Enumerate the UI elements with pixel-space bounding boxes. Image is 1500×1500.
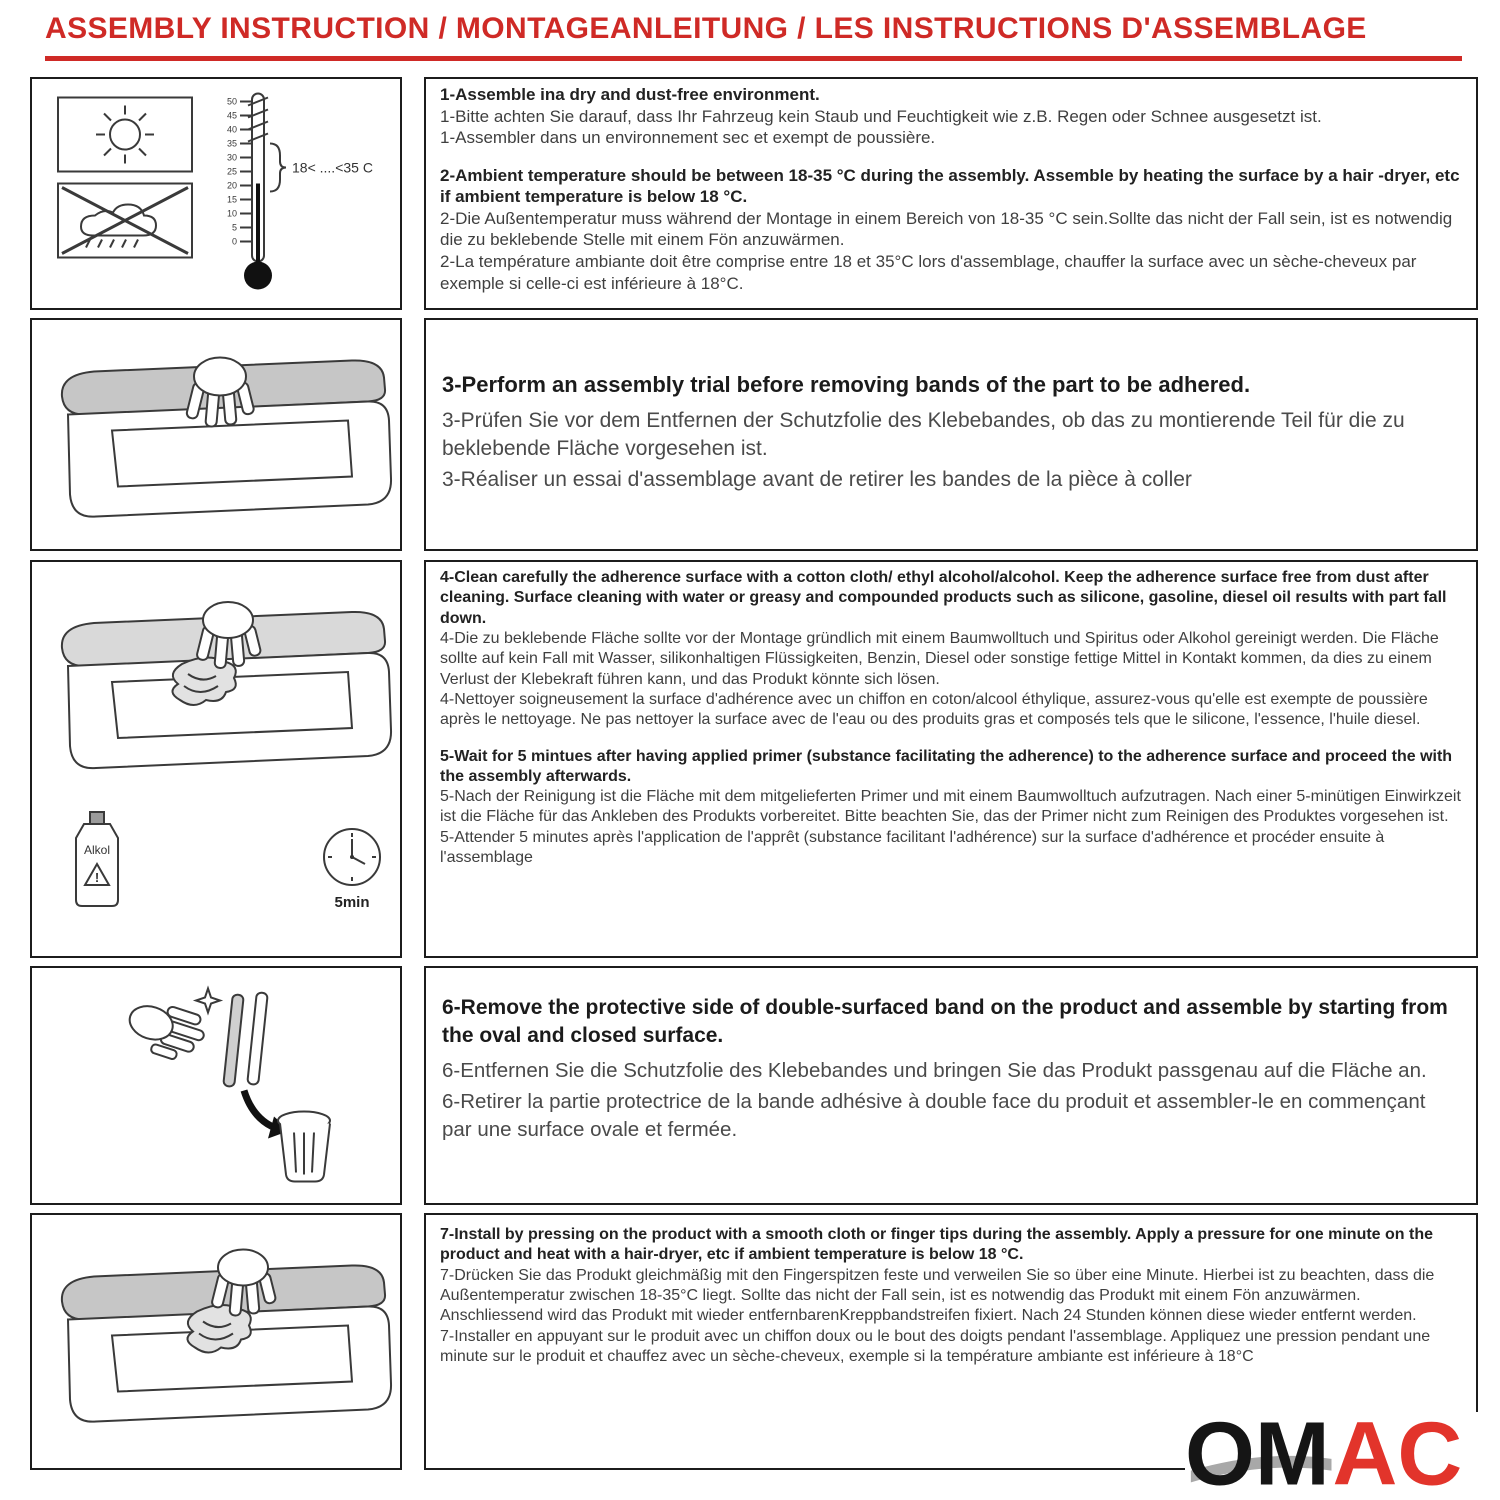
thermometer-tick-label: 45: [226, 110, 237, 121]
temperature-range-label: 18< ....<35 C: [292, 159, 373, 176]
instruction-4-de: 4-Die zu beklebende Fläche sollte vor der Montage gründlich mit einem Baumwolltuch und Spiritus oder Alkohol gereinigt werden. Die Fläche sollte auf kein Fall mit Wasser, silikonhaltigen Flüssigkeiten, Benzin, Diesel oder sonstige fettige Mittel in Kontakt kommen, da dies zu einem Verlust der Klebekraft führen kann, und das Produkt könnte sich lösen.: [440, 629, 1439, 688]
instruction-3-de: 3-Prüfen Sie vor dem Entfernen der Schutzfolie des Klebebandes, ob das zu montierende Teil für die zu beklebende Fläche vorgesehen ist.: [442, 409, 1405, 460]
hand-icon: [122, 995, 210, 1066]
protective-film-strip: [247, 992, 268, 1085]
thermometer-tick-label: 10: [226, 208, 237, 219]
instruction-1-de: 1-Bitte achten Sie darauf, dass Ihr Fahrzeug kein Staub und Feuchtigkeit wie z.B. Regen oder Schnee ausgesetzt ist.: [440, 106, 1322, 126]
section-cleaning-primer: [424, 560, 1478, 958]
instruction-6-de: 6-Entfernen Sie die Schutzfolie des Klebebandes und bringen Sie das Produkt passgenau auf die Fläche an.: [442, 1059, 1427, 1083]
illustration-assembly-trial: [30, 318, 402, 551]
instruction-4-fr: 4-Nettoyer soigneusement la surface d'adhérence avec un chiffon en coton/alcool éthylique, assurez-vous qu'elle est exempte de poussière après le nettoyage. Ne pas nettoyer la surface avec de l'eau ou des produits gras et composés tels que le silicone, l'essence, l'huile diesel.: [440, 690, 1428, 729]
instruction-1-en: 1-Assemble ina dry and dust-free environment.: [440, 85, 820, 104]
thermometer-tick-label: 0: [231, 236, 237, 247]
trash-bin-icon: [278, 1112, 330, 1182]
instruction-3-en: 3-Perform an assembly trial before removing bands of the part to be adhered.: [442, 372, 1251, 397]
logo-text-black: OM: [1185, 1412, 1330, 1496]
illustration-environment-temperature: [30, 77, 402, 310]
clock-icon: [324, 829, 380, 911]
range-brace: [270, 144, 286, 192]
thermometer-tick-label: 25: [226, 166, 237, 177]
section-environment-temperature: [424, 77, 1478, 310]
sun-icon: [96, 106, 154, 164]
adhesive-band-strip: [223, 994, 244, 1087]
tape-removal-icon: [32, 968, 400, 1203]
instruction-6-en: 6-Remove the protective side of double-surfaced band on the product and assemble by starting from the oval and closed surface.: [442, 996, 1448, 1047]
trial-fit-icon: [32, 320, 400, 549]
instruction-2-en: 2-Ambient temperature should be between 18-35 °C during the assembly. Assemble by heating the surface by a hair -dryer, etc if ambient temperature is below 18 °C.: [440, 165, 1460, 207]
thermometer-tick-label: 40: [226, 124, 237, 135]
no-rain-icon: [62, 188, 188, 254]
instruction-4-en: 4-Clean carefully the adherence surface with a cotton cloth/ ethyl alcohol/alcohol. Keep the adherence surface free from dust after cleaning. Surface cleaning with water or greasy and compounded products such as silicone, gasoline, diesel oil results with part fall down.: [440, 569, 1447, 627]
instruction-6-fr: 6-Retirer la partie protectrice de la bande adhésive à double face du produit et assembler-le en commençant par une surface ovale et fermée.: [442, 1090, 1426, 1141]
omac-logo: [1185, 1412, 1478, 1496]
alcohol-bottle-icon: [76, 812, 118, 906]
sparkle-icon: [196, 989, 220, 1013]
instruction-7-fr: 7-Installer en appuyant sur le produit avec un chiffon doux ou le bout des doigts pendant l'assemblage. Appliquez une pression pendant une minute sur le produit et chauffez avec un sèche-cheveux, exemple si la température ambiante est inférieure à 18°C: [440, 1327, 1431, 1365]
thermometer-tick-label: 50: [226, 96, 237, 107]
instruction-3-fr: 3-Réaliser un essai d'assemblage avant de retirer les bandes de la pièce à coller: [442, 468, 1192, 492]
instruction-5-en: 5-Wait for 5 mintues after having applied primer (substance facilitating the adherence) to the adherence surface and proceed the with the assembly afterwards.: [440, 747, 1453, 785]
section-band-removal: [424, 966, 1478, 1205]
instruction-7-de: 7-Drücken Sie das Produkt gleichmäßig mit den Fingerspitzen feste und verweilen Sie so über eine Minute. Hierbei ist zu beachten, dass die Außentemperatur zwischen 18-35°C liegt. Sollte das nicht der Fall sein, ist es notwendig das Produkt mit einem Fön anzuwärmen. Anschliessend wird das Produkt mit wieder entfernbarenKreppbandstreifen fixiert. Nach 24 Stunden können diese wieder entfernt werden.: [440, 1266, 1435, 1325]
instruction-7-en: 7-Install by pressing on the product with a smooth cloth or finger tips during the assembly. Apply a pressure for one minute on the product and heat with a hair-dryer, etc if ambient temperature is below 18 °C.: [440, 1226, 1433, 1264]
instruction-1-fr: 1-Assembler dans un environnement sec et exempt de poussière.: [440, 128, 936, 148]
thermometer-tick-label: 30: [226, 152, 237, 163]
wait-time-label: 5min: [334, 894, 370, 911]
instruction-5-fr: 5-Attender 5 minutes après l'application de l'apprêt (substance facilitant l'adhérence) sur la surface d'adhérence et procéder ensuite à l'assemblage: [440, 828, 1385, 867]
section-assembly-trial: [424, 318, 1478, 551]
page-title: ASSEMBLY INSTRUCTION / MONTAGEANLEITUNG / LES INSTRUCTIONS D'ASSEMBLAGE: [45, 12, 1367, 45]
logo-text-red: AC: [1332, 1412, 1463, 1496]
title-underline: [45, 56, 1462, 61]
thermometer-tick-label: 20: [226, 180, 237, 191]
illustration-press-install: [30, 1213, 402, 1470]
warning-exclamation: !: [94, 870, 100, 885]
instruction-2-fr: 2-La température ambiante doit être comprise entre 18 et 35°C lors d'assemblage, chauffer la surface avec un sèche-cheveux par exemple si celle-ci est inférieure à 18°C.: [440, 252, 1417, 293]
alcohol-bottle-label: Alkol: [83, 843, 111, 857]
thermometer-tick-label: 35: [226, 138, 237, 149]
thermometer-icon: [227, 94, 373, 290]
instruction-2-de: 2-Die Außentemperatur muss während der Montage in einem Bereich von 18-35 °C sein.Sollte das nicht der Fall sein, ist es notwendig die zu beklebende Stelle mit einem Fön anzuwärmen.: [440, 208, 1453, 250]
illustration-tape-removal: [30, 966, 402, 1205]
thermometer-tick-label: 15: [226, 194, 237, 205]
arrow-to-bin: [244, 1091, 272, 1127]
illustration-cleaning-primer: [30, 560, 402, 958]
instruction-5-de: 5-Nach der Reinigung ist die Fläche mit dem mitgelieferten Primer und mit einem Baumwolltuch aufzutragen. Nach einer 5-minütigen Einwirkzeit ist die Fläche für das Ankleben des Produkts vorbereitet. Bitte beachten Sie, das der Primer nicht zum Reinigen des Produktes vorgesehen ist.: [440, 788, 1461, 826]
press-install-icon: [32, 1215, 400, 1468]
cleaning-icon: [32, 562, 400, 956]
sun-rain-thermometer-icon: [32, 79, 400, 308]
thermometer-tick-label: 5: [231, 222, 237, 233]
